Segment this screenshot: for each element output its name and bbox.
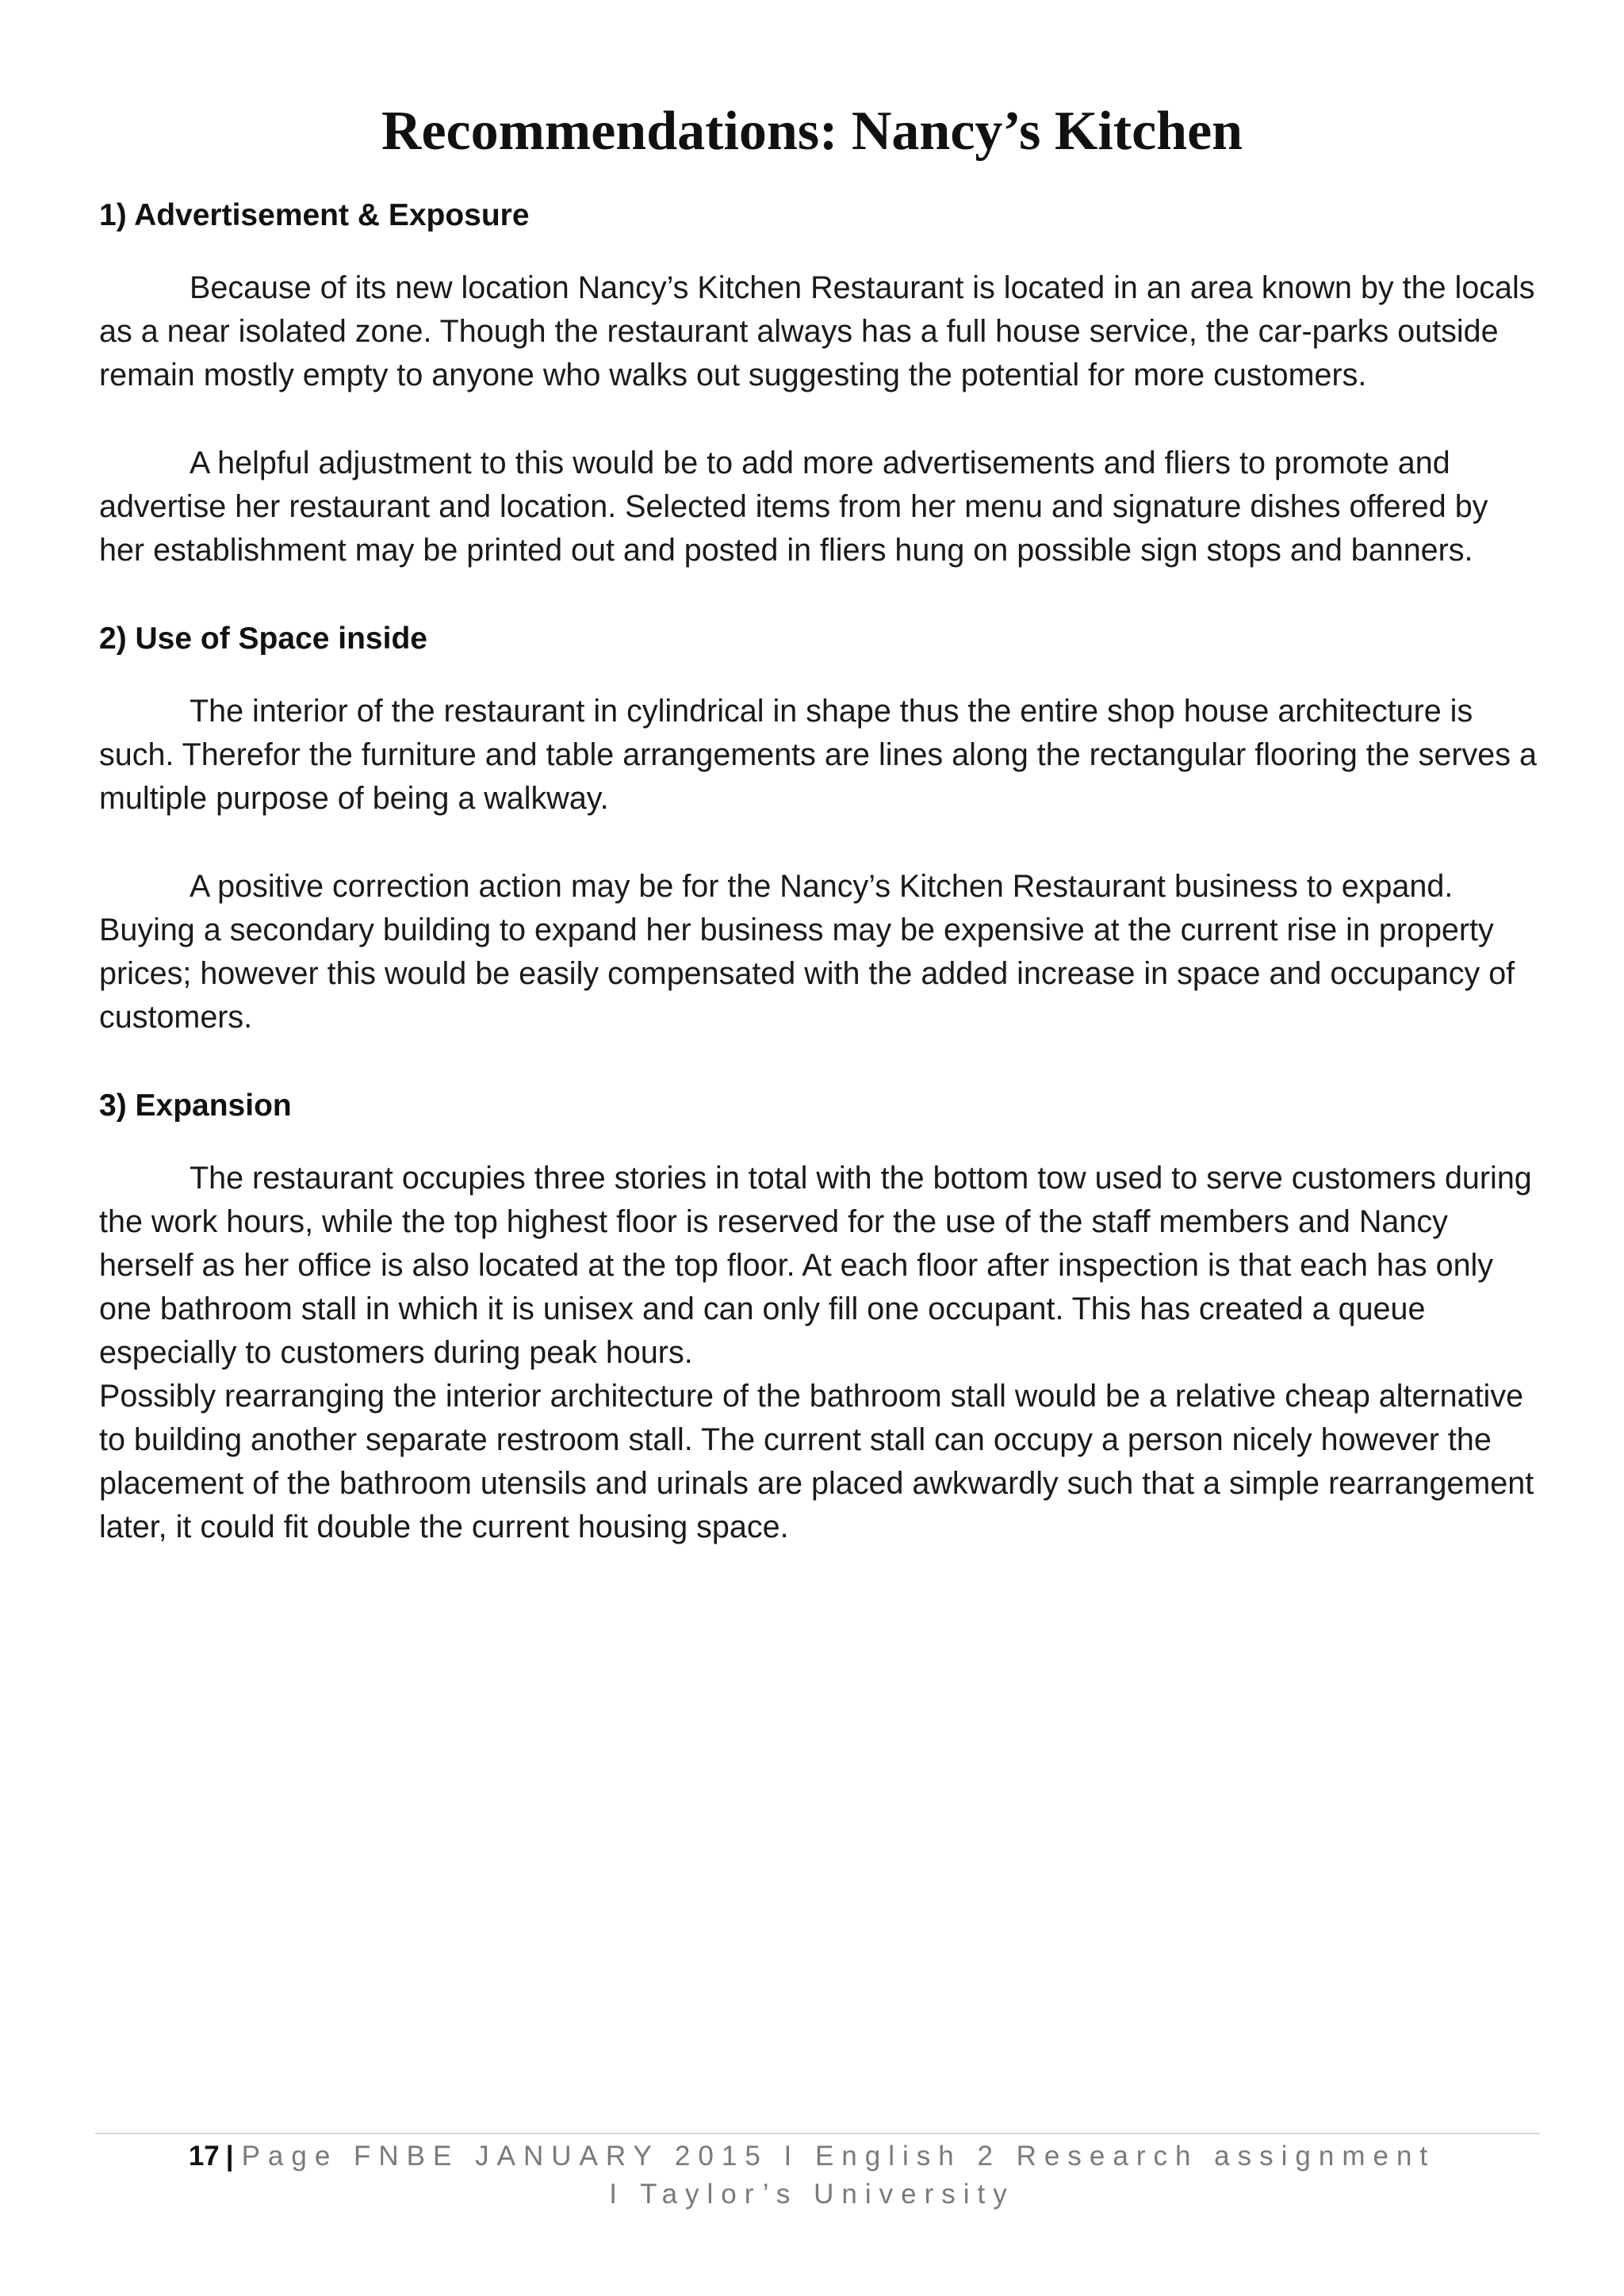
section-heading: 3) Expansion — [99, 1089, 292, 1123]
section-heading: 1) Advertisement & Exposure — [99, 198, 530, 232]
paragraph: A positive correction action may be for the Nancy’s Kitchen Restaurant business to expand. Buying a secondary building to expand her business may be expensive at the current rise in property prices; however this would be easily compensated with the added increase in space and occupancy of customers. — [99, 869, 1515, 1035]
page-footer — [0, 2137, 1624, 2214]
page-title: Recommendations: Nancy’s Kitchen — [381, 101, 1243, 162]
footer-line-1 — [0, 2137, 1624, 2175]
page-number: 17 — [188, 2141, 220, 2172]
paragraph: Because of its new location Nancy’s Kitchen Restaurant is located in an area known by the locals as a near isolated zone. Though the restaurant always has a full house service, the car-parks outside remain mostly empty to anyone who walks out suggesting the potential for more customers. — [99, 270, 1535, 392]
section-advertisement-exposure — [99, 193, 1538, 572]
footer-line-2: I Taylor’s University — [609, 2179, 1015, 2210]
paragraph: A helpful adjustment to this would be to add more advertisements and fliers to promote and advertise her restaurant and location. Selected items from her menu and signature dishes offered by her establishment may be printed out and posted in fliers hung on possible sign stops and banners. — [99, 446, 1488, 568]
section-expansion — [99, 1084, 1538, 1549]
document-body — [99, 193, 1538, 1594]
paragraph: The restaurant occupies three stories in total with the bottom tow used to serve customers during the work hours, while the top highest floor is reserved for the use of the staff members and Nancy herself as her office is also located at the top floor. At each floor after inspection is that each has only one bathroom stall in which it is unisex and can only fill one occupant. This has created a queue especially to customers during peak hours. — [99, 1161, 1532, 1370]
section-heading: 2) Use of Space inside — [99, 622, 427, 656]
paragraph: Possibly rearranging the interior architecture of the bathroom stall would be a relative cheap alternative to building another separate restroom stall. The current stall can occupy a person nicely however the placement of the bathroom utensils and urinals are placed awkwardly such that a simple rearrangement later, it could fit double the current housing space. — [99, 1379, 1534, 1544]
paragraph: The interior of the restaurant in cylindrical in shape thus the entire shop house architecture is such. Therefor the furniture and table arrangements are lines along the rectangular flooring the serves a multiple purpose of being a walkway. — [99, 694, 1537, 816]
section-use-of-space — [99, 617, 1538, 1039]
footer-divider — [95, 2133, 1540, 2134]
footer-separator: | — [225, 2141, 234, 2172]
footer-text: Page FNBE JANUARY 2015 I English 2 Research assignment — [241, 2141, 1436, 2172]
